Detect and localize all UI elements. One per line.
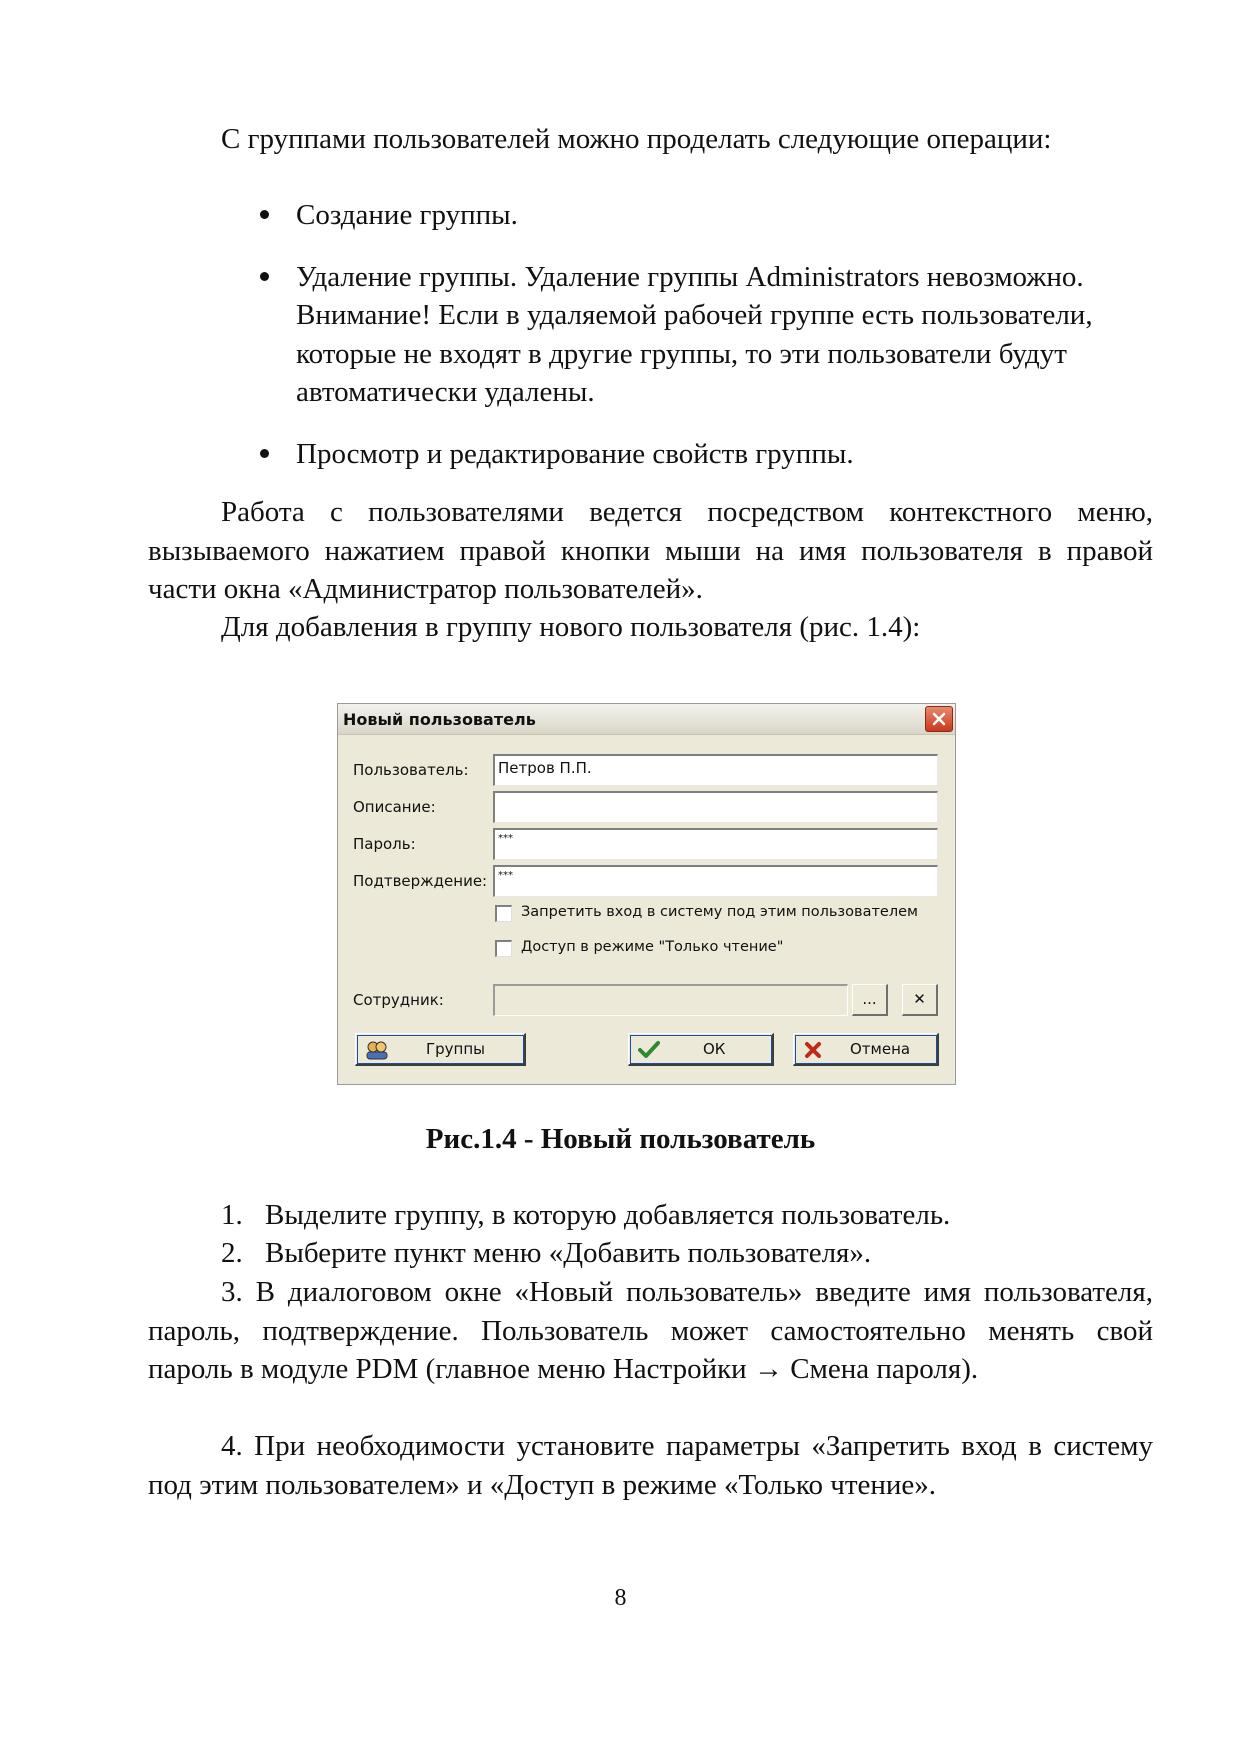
list-item: Создание группы. bbox=[148, 196, 1153, 235]
document-page: С группами пользователей можно проделать следующие операции: Создание группы. Удаление группы. Удаление группы Administrators невозможно. Внимание! Если в удаляемой рабочей группе есть пользователи, которые не входят в другие группы, то эти пользователи будут автоматически удалены. Просмотр и редактирование свойств группы. Работа с пользователями ведется посредством контекстного меню, вызываемого нажатием правой кнопки мыши на имя пользователя в правой части окна «Администратор пользователей». Для добавления в группу нового пользователя (рис. 1.4): Новый пользователь Пользователь: Петров П.П. Описание: Пароль: *** Подтверждение: *** Запретить вход в систему под этим пользователем Доступ в режиме "Только чтение" Сотрудник: ... ✕ Группы ОК Отмена Рис.1.4 - Новый пользователь 1. Выделите группу, в которую добавляется пользователь. 2. Выберите пункт меню «Добавить пользователя». 3. В диалоговом окне «Новый пользователь» введите имя пользователя, пароль, подтверждение. Пользователь может самостоятельно менять свой пароль в модуле PDM (главное меню Настройки → Смена пароля). 4. При необходимости установите параметры «Запретить вход в систему под этим пользователем» и «Доступ в режиме «Только чтение». 8 bbox=[0, 0, 1241, 1754]
user-label: Пользователь: bbox=[353, 761, 469, 779]
confirm-password-input[interactable]: *** bbox=[493, 865, 938, 897]
dialog-title: Новый пользователь bbox=[343, 710, 536, 729]
clear-employee-button[interactable]: ✕ bbox=[902, 984, 938, 1016]
intro-paragraph: С группами пользователей можно проделать следующие операции: bbox=[221, 123, 1052, 155]
ok-button[interactable] bbox=[628, 1033, 774, 1066]
list-item: Просмотр и редактирование свойств группы. bbox=[148, 435, 1153, 474]
new-user-dialog bbox=[337, 703, 956, 1085]
ok-button-label: ОК bbox=[703, 1040, 726, 1058]
cross-icon bbox=[803, 1040, 823, 1060]
users-icon bbox=[365, 1040, 389, 1060]
close-icon bbox=[932, 712, 946, 726]
close-button[interactable] bbox=[925, 706, 953, 732]
deny-login-label: Запретить вход в систему под этим пользователем bbox=[521, 904, 918, 920]
readonly-label: Доступ в режиме "Только чтение" bbox=[521, 939, 784, 955]
list-item: Удаление группы. Удаление группы Administrators невозможно. Внимание! Если в удаляемой рабочей группе есть пользователи, которые не входят в другие группы, то эти пользователи будут автоматически удалены. bbox=[148, 258, 1153, 412]
employee-label: Сотрудник: bbox=[353, 991, 444, 1009]
description-label: Описание: bbox=[353, 798, 436, 816]
operations-list bbox=[148, 196, 1153, 473]
bullet-icon bbox=[260, 272, 269, 281]
password-label: Пароль: bbox=[353, 835, 416, 853]
description-input[interactable] bbox=[493, 791, 938, 823]
password-input[interactable]: *** bbox=[493, 828, 938, 860]
figure-caption: Рис.1.4 - Новый пользователь bbox=[425, 1123, 816, 1155]
dialog-titlebar bbox=[338, 704, 955, 735]
user-input[interactable]: Петров П.П. bbox=[493, 754, 938, 786]
bullet-icon bbox=[260, 449, 269, 458]
cancel-button-label: Отмена bbox=[850, 1040, 911, 1058]
browse-employee-button[interactable]: ... bbox=[852, 984, 888, 1016]
page-number: 8 bbox=[614, 1585, 627, 1611]
groups-button-label: Группы bbox=[426, 1040, 486, 1058]
confirm-label: Подтверждение: bbox=[353, 872, 488, 890]
step3-paragraph: 3. В диалоговом окне «Новый пользователь» введите имя пользователя, пароль, подтверждение. Пользователь может самостоятельно менять свой пароль в модуле PDM (главное меню Настройки → Смена пароля). bbox=[148, 1276, 1153, 1385]
bullet-icon bbox=[260, 210, 269, 219]
add-user-paragraph: Для добавления в группу нового пользователя (рис. 1.4): bbox=[221, 611, 921, 643]
step4-paragraph: 4. При необходимости установите параметры «Запретить вход в систему под этим пользователем» и «Доступ в режиме «Только чтение». bbox=[148, 1430, 1153, 1501]
deny-login-checkbox[interactable] bbox=[495, 905, 512, 922]
checkmark-icon bbox=[638, 1040, 660, 1060]
employee-input bbox=[493, 984, 848, 1016]
cancel-button[interactable] bbox=[793, 1033, 939, 1066]
context-menu-paragraph: Работа с пользователями ведется посредством контекстного меню, вызываемого нажатием правой кнопки мыши на имя пользователя в правой части окна «Администратор пользователей». bbox=[148, 496, 1153, 605]
groups-button[interactable] bbox=[355, 1033, 526, 1066]
readonly-checkbox[interactable] bbox=[495, 940, 512, 957]
